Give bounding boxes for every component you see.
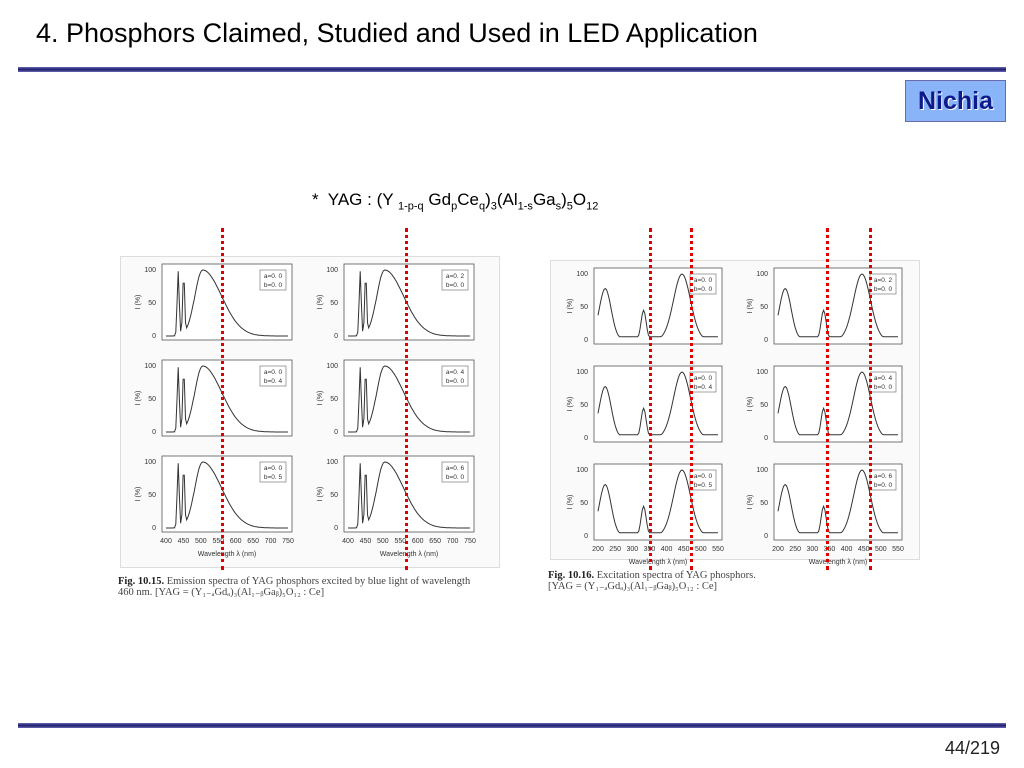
y-axis-label: I (%) [317,390,324,406]
x-tick-label: 600 [229,538,242,545]
y-tick-label: 100 [326,267,338,274]
x-tick-label: 500 [875,546,887,553]
formula-rest [398,190,599,213]
x-tick-label: 200 [772,546,784,553]
red-marker-line [221,228,224,570]
formula-text: Gd [423,190,452,209]
formula-text: Ce [457,190,479,209]
legend-b-value: b=0. 4 [693,384,713,391]
legend-b-value: b=0. 0 [445,378,465,385]
y-tick-label: 100 [144,363,156,370]
legend-a-value: a=0. 6 [873,473,893,480]
y-tick-label: 100 [144,459,156,466]
y-axis-label: I (%) [747,396,754,412]
x-tick-label: 550 [892,546,904,553]
y-tick-label: 50 [580,402,588,409]
x-tick-label: 250 [609,546,621,553]
y-axis-label: I (%) [567,494,574,510]
legend-a-value: a=0. 0 [263,465,283,472]
y-tick-label: 0 [334,429,338,436]
y-tick-label: 50 [330,396,338,403]
nichia-label: Nichia [905,80,1006,122]
x-tick-label: 600 [411,538,424,545]
legend-a-value: a=0. 2 [445,273,465,280]
y-tick-label: 0 [584,435,588,442]
legend-a-value: a=0. 4 [873,375,893,382]
formula-subscript: p [451,200,458,213]
formula-text: (Al [496,190,518,209]
formula-lead: YAG : (Y [327,190,398,209]
y-tick-label: 0 [152,333,156,340]
y-tick-label: 0 [764,337,768,344]
legend-b-value: b=0. 0 [445,282,465,289]
legend-a-value: a=0. 0 [693,473,713,480]
formula-text: ) [561,190,567,209]
x-tick-label: 450 [857,546,870,553]
footer-divider [18,723,1006,728]
y-tick-label: 100 [756,369,768,376]
y-tick-label: 50 [760,402,768,409]
legend-a-value: a=0. 0 [263,369,283,376]
x-tick-label: 300 [626,546,639,553]
x-tick-label: 450 [177,538,190,545]
y-tick-label: 100 [756,467,768,474]
legend-b-value: b=0. 5 [693,482,713,489]
yag-formula [312,190,598,212]
y-tick-label: 50 [580,304,588,311]
y-axis-label: I (%) [747,298,754,314]
legend-a-value: a=0. 0 [693,375,713,382]
y-tick-label: 0 [764,533,768,540]
emission-caption-line1: Emission spectra of YAG phosphors excited by blue light of wavelength [166,576,471,587]
legend-b-value: b=0. 0 [445,474,465,481]
legend-b-value: b=0. 5 [263,474,283,481]
x-axis-label: Wavelength λ (nm) [197,551,257,558]
legend-b-value: b=0. 0 [263,282,283,289]
x-tick-label: 700 [446,538,459,545]
x-tick-label: 500 [377,538,389,545]
legend-a-value: a=0. 0 [263,273,283,280]
x-tick-label: 300 [806,546,819,553]
y-axis-label: I (%) [317,486,324,502]
y-axis-label: I (%) [747,494,754,510]
y-tick-label: 0 [334,333,338,340]
x-tick-label: 400 [660,546,673,553]
y-tick-label: 0 [152,525,156,532]
y-tick-label: 0 [584,533,588,540]
y-tick-label: 50 [760,500,768,507]
y-axis-label: I (%) [567,298,574,314]
formula-subscript: s [555,200,562,213]
legend-a-value: a=0. 4 [445,369,465,376]
red-marker-line [826,228,829,570]
x-tick-label: 400 [840,546,853,553]
y-tick-label: 50 [148,396,156,403]
formula-text: O [572,190,587,209]
formula-text: Ga [532,190,556,209]
legend-b-value: b=0. 0 [873,384,893,391]
legend-a-value: a=0. 2 [873,277,893,284]
y-tick-label: 100 [576,467,588,474]
y-tick-label: 0 [764,435,768,442]
formula-subscript: 5 [566,200,573,213]
x-tick-label: 400 [160,538,172,545]
excitation-spectra-figure [550,260,920,566]
legend-b-value: b=0. 0 [873,286,893,293]
y-tick-label: 50 [580,500,588,507]
y-tick-label: 50 [330,492,338,499]
y-tick-label: 100 [326,363,338,370]
x-axis-label: Wavelength λ (nm) [628,559,688,566]
x-tick-label: 200 [592,546,604,553]
formula-subscript: 1-p-q [398,200,424,213]
x-tick-label: 700 [264,538,277,545]
excitation-caption-line2: [YAG = (Y₁₋ₐGdₐ)₃(Al₁₋ᵦGaᵦ)₅O₁₂ : Ce] [548,581,718,592]
y-tick-label: 100 [144,267,156,274]
x-tick-label: 450 [677,546,690,553]
formula-text: ) [485,190,491,209]
x-tick-label: 750 [282,538,294,545]
y-tick-label: 100 [576,271,588,278]
slide-title: 4. Phosphors Claimed, Studied and Used in LED Application [36,18,758,48]
y-axis-label: I (%) [317,294,324,310]
y-tick-label: 0 [334,525,338,532]
x-axis-label: Wavelength λ (nm) [379,551,439,558]
y-tick-label: 0 [152,429,156,436]
y-tick-label: 50 [148,492,156,499]
legend-a-value: a=0. 0 [693,277,713,284]
x-tick-label: 650 [429,538,441,545]
emission-spectra-figure [120,256,500,568]
formula-subscript: 3 [490,200,497,213]
x-tick-label: 750 [464,538,476,545]
y-axis-label: I (%) [135,294,142,310]
y-axis-label: I (%) [567,396,574,412]
title-divider [18,67,1006,72]
x-tick-label: 550 [394,538,407,545]
legend-a-value: a=0. 6 [445,465,465,472]
legend-b-value: b=0. 0 [693,286,713,293]
emission-caption-line2: 460 nm. [YAG = (Y₁₋ₐGdₐ)₃(Al₁₋ᵦGaᵦ)₅O₁₂ : Ce] [118,587,325,598]
emission-caption [118,576,508,598]
y-axis-label: I (%) [135,390,142,406]
x-tick-label: 550 [212,538,225,545]
x-tick-label: 250 [789,546,801,553]
formula-bullet: * [312,190,319,209]
formula-subscript: q [478,200,486,213]
y-tick-label: 100 [756,271,768,278]
y-tick-label: 100 [576,369,588,376]
page-number: 44/219 [944,738,1000,758]
y-tick-label: 0 [584,337,588,344]
red-marker-line [649,228,652,570]
x-tick-label: 450 [359,538,372,545]
y-tick-label: 50 [330,300,338,307]
y-axis-label: I (%) [135,486,142,502]
excitation-caption-line1: Excitation spectra of YAG phosphors. [596,570,756,581]
x-axis-label: Wavelength λ (nm) [808,559,868,566]
y-tick-label: 100 [326,459,338,466]
x-tick-label: 550 [712,546,724,553]
x-tick-label: 350 [823,546,836,553]
excitation-caption-fig: Fig. 10.16. [548,570,595,581]
legend-b-value: b=0. 0 [873,482,893,489]
y-tick-label: 50 [148,300,156,307]
excitation-caption [548,570,928,592]
y-tick-label: 50 [760,304,768,311]
x-tick-label: 350 [643,546,656,553]
red-marker-line [405,228,408,570]
x-tick-label: 400 [342,538,354,545]
emission-caption-fig: Fig. 10.15. [118,576,165,587]
x-tick-label: 650 [247,538,259,545]
x-tick-label: 500 [195,538,207,545]
x-tick-label: 500 [695,546,707,553]
formula-subscript: 1-s [517,200,533,213]
formula-subscript: 12 [586,200,599,213]
red-marker-line [869,228,872,570]
red-marker-line [690,228,693,570]
legend-b-value: b=0. 4 [263,378,283,385]
